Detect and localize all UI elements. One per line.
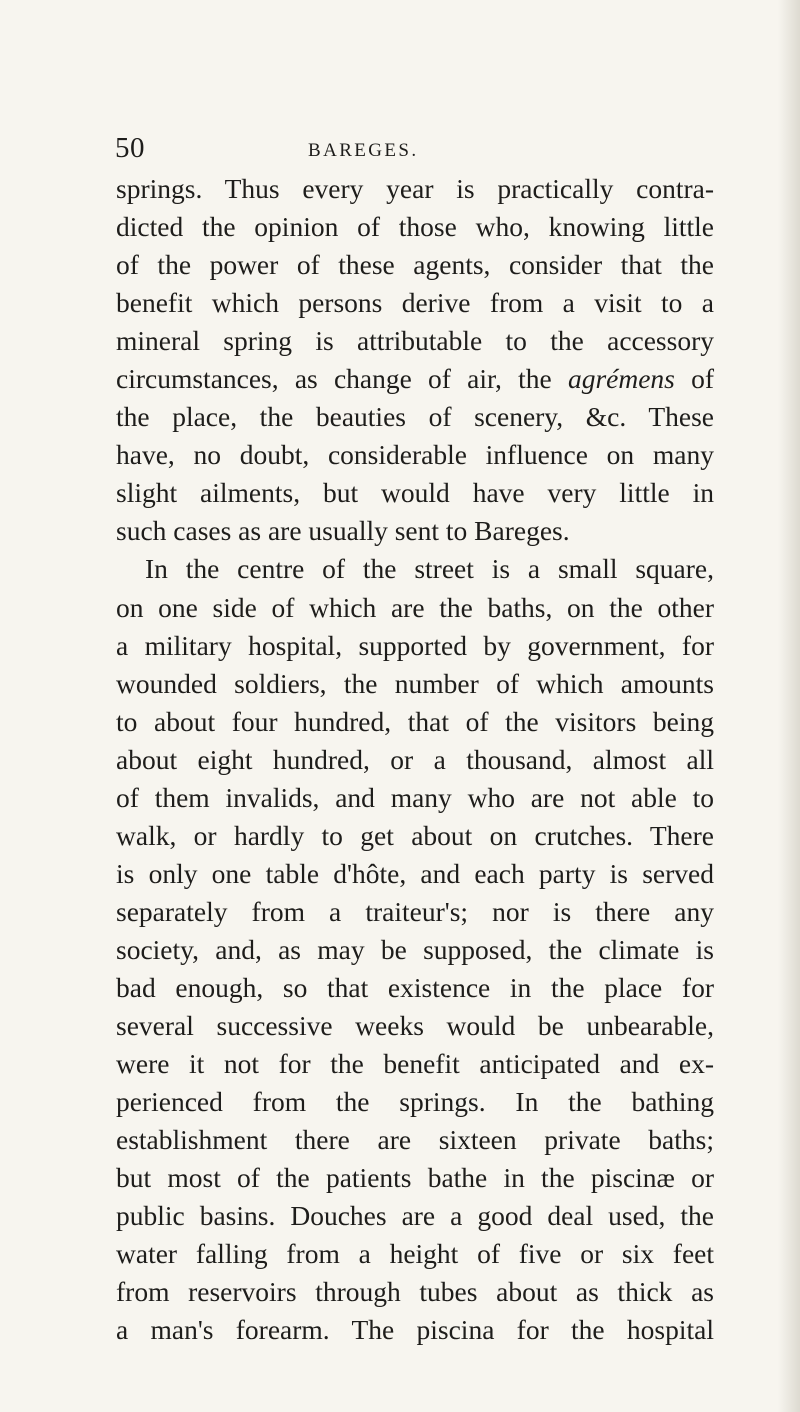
text-line: but most of the patients bathe in the piscinæ or: [116, 1162, 714, 1194]
text-line: to about four hundred, that of the visitors being: [116, 705, 714, 737]
text-line: several successive weeks would be unbearable,: [116, 1010, 714, 1042]
text-line: a military hospital, supported by government, for: [116, 629, 714, 661]
text-line: a man's forearm. The piscina for the hospital: [116, 1314, 714, 1346]
text-line-with-italic: [116, 360, 714, 398]
text-line: dicted the opinion of those who, knowing little: [116, 211, 714, 243]
text-line: perienced from the springs. In the bathing: [116, 1086, 714, 1118]
text-line: separately from a traiteur's; nor is there any: [116, 895, 714, 927]
paragraph-start-line: In the centre of the street is a small square,: [145, 553, 714, 585]
text-line: have, no doubt, considerable influence on many: [116, 439, 714, 471]
paragraph-end-line: such cases as are usually sent to Bareges.: [116, 515, 570, 547]
page-number: 50: [115, 132, 145, 164]
text-line: is only one table d'hôte, and each party is served: [116, 857, 714, 889]
text-line: benefit which persons derive from a visit to a: [116, 287, 714, 319]
text-line: public basins. Douches are a good deal used, the: [116, 1200, 714, 1232]
text-line: springs. Thus every year is practically contra-: [116, 173, 714, 204]
body-text: [116, 170, 714, 1349]
text-line: of them invalids, and many who are not able to: [116, 781, 714, 813]
text-line: wounded soldiers, the number of which amounts: [116, 667, 714, 699]
italic-word: agrémens: [567, 363, 675, 395]
text-line: walk, or hardly to get about on crutches. There: [116, 819, 714, 851]
text-line: on one side of which are the baths, on the other: [116, 591, 714, 623]
text-line: society, and, as may be supposed, the climate is: [116, 933, 714, 965]
text-line: mineral spring is attributable to the accessory: [116, 325, 714, 357]
text-line: about eight hundred, or a thousand, almost all: [116, 743, 714, 775]
running-title: BAREGES.: [308, 140, 419, 161]
text-line: the place, the beauties of scenery, &c. These: [116, 401, 714, 433]
page-edge-shadow: [778, 0, 800, 1412]
text-segment: circumstances, as change of air, the: [116, 363, 552, 395]
text-segment: of: [691, 363, 715, 395]
text-line: slight ailments, but would have very little in: [116, 477, 714, 509]
text-line: were it not for the benefit anticipated and ex-: [116, 1048, 714, 1080]
text-line: water falling from a height of five or six feet: [116, 1238, 714, 1270]
text-line: establishment there are sixteen private baths;: [116, 1124, 714, 1156]
text-line: of the power of these agents, consider that the: [116, 249, 714, 281]
text-line: from reservoirs through tubes about as thick as: [116, 1276, 714, 1308]
text-line: bad enough, so that existence in the place for: [116, 971, 714, 1003]
running-header: [115, 128, 715, 168]
